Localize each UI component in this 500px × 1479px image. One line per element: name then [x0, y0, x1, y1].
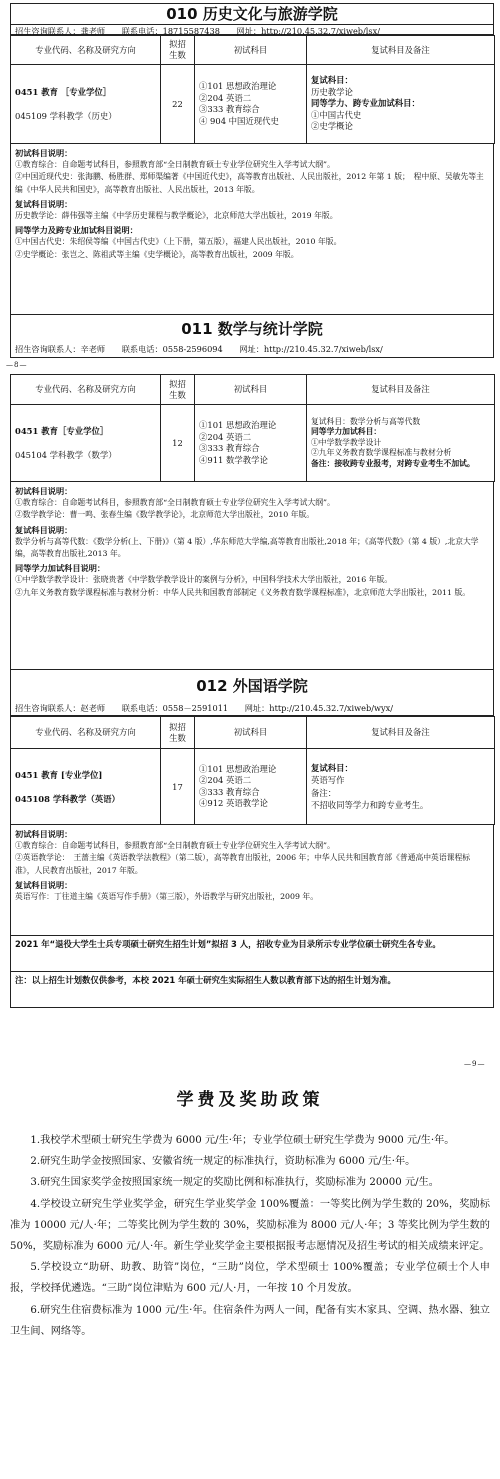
- fee-item: 2.研究生助学金按照国家、安徽省统一规定的标准执行，资助标准为 6000 元/生·年。: [30, 1156, 416, 1168]
- header-first-exam: 初试科目: [195, 36, 307, 65]
- subject-item: ①101 思想政治理论: [199, 81, 277, 91]
- retest-line: 同等学力加试科目：: [311, 427, 382, 437]
- header-quota: 拟招 生数: [161, 375, 195, 405]
- contact-website[interactable]: 网址：http://210.45.32.7/xiweb/lsx/: [239, 344, 383, 354]
- subject-item: ②204 英语二: [199, 92, 252, 103]
- note-heading: 同等学力及跨专业加试科目说明：: [15, 225, 138, 236]
- fee-item: 3.研究生国家奖学金按照国家统一规定的奖励比例和标准执行，奖励标准为 20000 元/生。: [30, 1177, 439, 1189]
- notes-010: [10, 143, 494, 315]
- header-code: 专业代码、名称及研究方向: [11, 36, 161, 65]
- retest-line: ②九年义务教育数学课程标准与教材分析: [311, 448, 452, 458]
- retest-line: 历史教学论: [311, 86, 353, 97]
- retest-line: 不招收同等学力和跨专业考生。: [311, 800, 429, 810]
- veteran-plan-banner: 2021 年“退役大学生士兵专项硕士研究生招生计划”拟招 3 人，招收专业为目录所示专业学位硕士研究生各专业。: [10, 936, 494, 972]
- subject-item: ①101 思想政治理论: [199, 763, 277, 774]
- note-text: ②中国近现代史：张海鹏、杨胜群、郑师渠编著《中国近代史》，高等教育出版社、人民出版社，2012 年第 1 版； 程中原、吴敏先等主编《中华人民共和国史》，高等教育出版社、人民出版社，2013 年版。: [15, 172, 484, 194]
- section-010-header: [10, 3, 494, 35]
- note-text: ①教育综合：自命题考试科目，参照教育部“全日制教育硕士专业学位研究生入学考试大纲”。: [15, 160, 335, 170]
- header-code: 专业代码、名称及研究方向: [11, 375, 161, 405]
- section-011-title: 011 数学与统计学院: [181, 320, 323, 338]
- section-010-title: 010 历史文化与旅游学院: [166, 5, 338, 23]
- note-heading: 初试科目说明：: [15, 148, 73, 158]
- section-012-title: 012 外国语学院: [196, 677, 308, 695]
- header-retest: 复试科目及备注: [307, 717, 495, 749]
- note-text: 历史教学论：薛伟强等主编《中学历史课程与教学概论》，北京师范大学出版社，2019 年版。: [15, 211, 338, 221]
- header-quota: 拟招 生数: [161, 717, 195, 749]
- page-number-8: —8—: [6, 361, 28, 369]
- header-retest: 复试科目及备注: [307, 375, 495, 405]
- exam-subjects: [195, 749, 307, 825]
- note-text: 数学分析与高等代数：《数学分析(上、下册)》（第 4 版）,华东师范大学编,高等教育出版社,2018 年；《高等代数》（第 4 版）,北京大学编，高等教育出版社,2013 年。: [15, 536, 479, 559]
- program-degree: 0451 教育 ［专业学位］: [15, 87, 112, 97]
- page-number-9: —9—: [464, 1060, 486, 1068]
- retest-cell: [307, 405, 495, 482]
- program-table-012: [10, 716, 495, 825]
- subject-item: ②204 英语二: [199, 431, 252, 442]
- program-major: 045109 学科教学（历史）: [15, 111, 117, 121]
- contact-person: 招生咨询联系人：辛老师: [15, 344, 106, 354]
- contact-phone: 联系电话：0558-2596094: [121, 344, 223, 354]
- program-table-011: [10, 374, 495, 482]
- note-text: ①中学数学教学设计：张晓贵著《中学数学教学设计的案例与分析》，中国科学技术大学出版社，2016 年版。: [15, 575, 393, 585]
- fee-item: 5.学校设立“助研、助教、助管”岗位，“三助”岗位，学术型硕士 100%覆盖；专业学位硕士个人申报，学校择优遴选。“三助”岗位津贴为 600 元/人·月，一年按 10 个月发放。: [10, 1262, 490, 1295]
- notes-011: [10, 481, 494, 670]
- note-text: ①教育综合：自命题考试科目，参照教育部“全日制教育硕士专业学位研究生入学考试大纲”。: [15, 841, 335, 851]
- header-code: 专业代码、名称及研究方向: [11, 717, 161, 749]
- header-retest: 复试科目及备注: [307, 36, 495, 65]
- header-first-exam: 初试科目: [195, 375, 307, 405]
- retest-line: ②史学概论: [311, 121, 353, 132]
- fees-section: [10, 1130, 490, 1342]
- contact-website[interactable]: 网址：http://210.45.32.7/xiweb/lsx/: [236, 26, 381, 36]
- quota-note-banner: 注：以上招生计划数仅供参考，本校 2021 年硕士研究生实际招生人数以教育部下达的招生计划为准。: [10, 972, 494, 1008]
- header-quota: 拟招 生数: [161, 36, 195, 65]
- note-heading: 初试科目说明：: [15, 486, 73, 496]
- retest-line: 复试科目：: [311, 75, 353, 86]
- retest-cell: [307, 65, 495, 144]
- section-012-contact: [11, 702, 493, 714]
- note-text: ②九年义务教育数学课程标准与教材分析：中华人民共和国教育部制定《义务教育数学课程标准》，北京师范大学出版社，2011 版。: [15, 587, 471, 597]
- retest-line: 同等学力、跨专业加试科目：: [311, 98, 420, 109]
- program-quota: 22: [161, 65, 195, 144]
- retest-line: 英语写作: [311, 775, 345, 785]
- program-quota: 17: [161, 749, 195, 825]
- program-degree: 0451 教育 [专业学位]: [15, 769, 103, 780]
- note-text: ①中国古代史：朱绍侯等编《中国古代史》（上下册，第五版），福建人民出版社，2010 年版。: [15, 237, 342, 247]
- note-heading: 复试科目说明：: [15, 198, 73, 209]
- subject-item: ④ 904 中国近现代史: [199, 115, 279, 126]
- note-text: ②史学概论：张岂之、陈祖武等主编《史学概论》，高等教育出版社，2009 年版。: [15, 249, 299, 259]
- fees-title: 学费及奖助政策: [176, 1090, 324, 1110]
- note-heading: 同等学力加试科目说明：: [15, 563, 106, 574]
- retest-line: 复试科目：: [311, 762, 353, 773]
- section-012-header: [10, 670, 494, 716]
- retest-line: 备注：: [311, 787, 337, 798]
- subject-item: ③333 教育综合: [199, 786, 260, 797]
- retest-cell: [307, 749, 495, 825]
- notes-012: [10, 824, 494, 936]
- subject-item: ④912 英语教学论: [199, 798, 268, 808]
- exam-subjects: [195, 65, 307, 144]
- contact-person: 招生咨询联系人：赵老师: [15, 703, 106, 713]
- program-cell: [11, 405, 161, 482]
- note-text: ②数学教学论：曹一鸣、张春生编《数学教学论》，北京师范大学出版社，2010 年版。: [15, 510, 315, 520]
- subject-item: ④911 数学教学论: [199, 454, 268, 465]
- note-text: ②英语教学论： 王蔷主编《英语教学法教程》（第二版），高等教育出版社，2006 年；中华人民共和国教育部《普通高中英语课程标准》，人民教育出版社，2017 年版。: [15, 853, 471, 875]
- note-text: 英语写作：丁往道主编《英语写作手册》（第三版），外语教学与研究出版社，2009 年。: [15, 892, 319, 902]
- note-text: ①教育综合：自命题考试科目，参照教育部“全日制教育硕士专业学位研究生入学考试大纲”。: [15, 498, 335, 508]
- program-major: 045104 学科教学（数学）: [15, 450, 117, 460]
- retest-line: 复试科目：数学分析与高等代数: [311, 416, 421, 426]
- section-011-contact: [11, 343, 493, 355]
- retest-line: ①中国古代史: [311, 109, 362, 120]
- fee-item: 6.研究生住宿费标准为 1000 元/生·年。住宿条件为两人一间，配备有实木家具、空调、热水器、独立卫生间、网络等。: [10, 1304, 490, 1337]
- note-heading: 复试科目说明：: [15, 879, 73, 890]
- program-quota: 12: [161, 405, 195, 482]
- subject-item: ③333 教育综合: [199, 104, 260, 114]
- note-heading: 复试科目说明：: [15, 524, 73, 535]
- exam-subjects: [195, 405, 307, 482]
- program-degree: 0451 教育［专业学位］: [15, 426, 109, 436]
- subject-item: ③333 教育综合: [199, 443, 260, 453]
- retest-line: 备注：接收跨专业报考，对跨专业考生不加试。: [311, 458, 475, 468]
- contact-person: 招生咨询联系人：龚老师: [15, 26, 106, 36]
- fee-item: 4.学校设立研究生学业奖学金，研究生学业奖学金 100%覆盖：一等奖比例为学生数的 20%，奖励标准为 10000 元/人·年；二等奖比例为学生数的 30%，奖励标准为 8000 元/人·年；3 等奖比例为学生数的 50%，奖励标准为 6000 元/人·年。新生学业奖学金主要根据报考志愿情况及招生考试的相关成绩来评定。: [10, 1198, 490, 1253]
- section-011-header: [10, 315, 494, 358]
- contact-phone: 联系电话：0558－2591011: [121, 703, 229, 713]
- subject-item: ②204 英语二: [199, 775, 252, 785]
- program-cell: [11, 65, 161, 144]
- contact-phone: 联系电话：18715587438: [121, 26, 220, 36]
- program-table-010: [10, 35, 495, 144]
- contact-website[interactable]: 网址：http://210.45.32.7/xiweb/wyx/: [244, 703, 394, 713]
- subject-item: ①101 思想政治理论: [199, 420, 277, 430]
- program-major: 045108 学科教学（英语）: [15, 793, 120, 804]
- header-first-exam: 初试科目: [195, 717, 307, 749]
- fee-item: 1.我校学术型硕士研究生学费为 6000 元/生·年；专业学位硕士研究生学费为 9000 元/生·年。: [30, 1135, 455, 1146]
- note-heading: 初试科目说明：: [15, 829, 73, 839]
- program-cell: [11, 749, 161, 825]
- retest-line: ①中学数学教学设计: [311, 437, 382, 447]
